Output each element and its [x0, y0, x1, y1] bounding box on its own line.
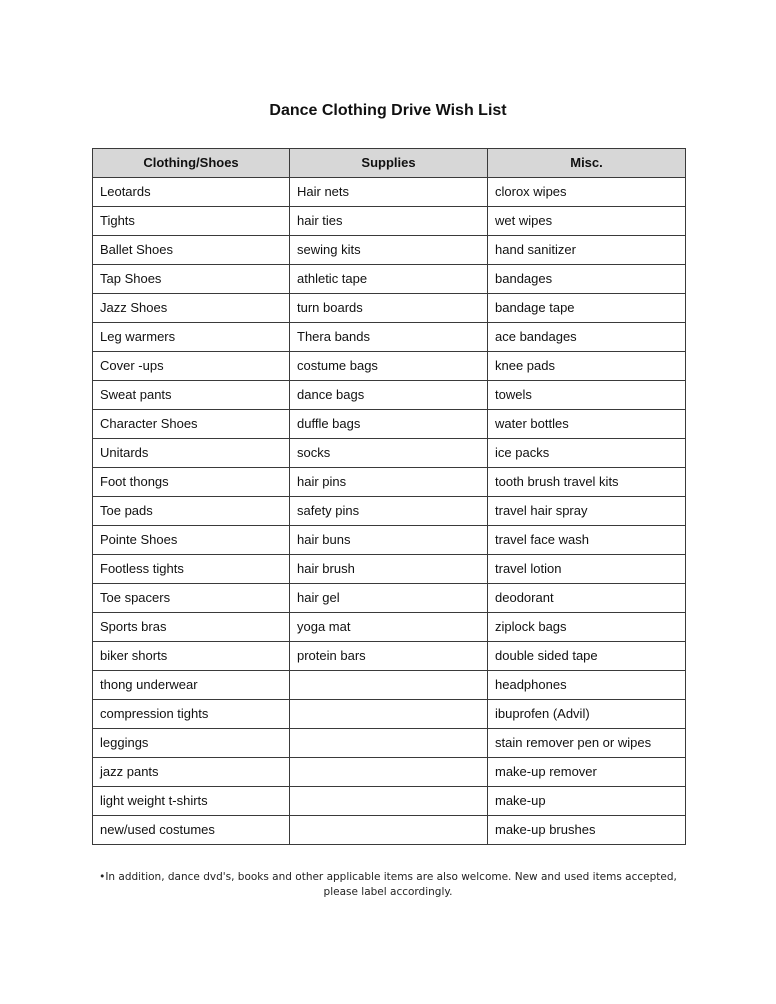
supplies-cell: [290, 787, 488, 816]
table-row: [93, 207, 686, 236]
table-row: [93, 555, 686, 584]
clothing-shoes-cell: thong underwear: [93, 671, 290, 700]
wish-list-table: [92, 148, 686, 845]
supplies-cell: sewing kits: [290, 236, 488, 265]
column-header-misc: Misc.: [488, 149, 686, 178]
column-header-clothing-shoes: Clothing/Shoes: [93, 149, 290, 178]
supplies-cell: hair buns: [290, 526, 488, 555]
supplies-cell: hair gel: [290, 584, 488, 613]
clothing-shoes-cell: Tights: [93, 207, 290, 236]
table-row: [93, 468, 686, 497]
clothing-shoes-cell: Footless tights: [93, 555, 290, 584]
supplies-cell: hair brush: [290, 555, 488, 584]
misc-cell: ziplock bags: [488, 613, 686, 642]
clothing-shoes-cell: compression tights: [93, 700, 290, 729]
clothing-shoes-cell: Cover -ups: [93, 352, 290, 381]
supplies-cell: dance bags: [290, 381, 488, 410]
table-row: [93, 671, 686, 700]
misc-cell: travel hair spray: [488, 497, 686, 526]
table-row: [93, 323, 686, 352]
table-row: [93, 410, 686, 439]
misc-cell: headphones: [488, 671, 686, 700]
supplies-cell: [290, 729, 488, 758]
misc-cell: deodorant: [488, 584, 686, 613]
supplies-cell: hair pins: [290, 468, 488, 497]
clothing-shoes-cell: Character Shoes: [93, 410, 290, 439]
clothing-shoes-cell: Leg warmers: [93, 323, 290, 352]
supplies-cell: [290, 758, 488, 787]
misc-cell: bandage tape: [488, 294, 686, 323]
misc-cell: double sided tape: [488, 642, 686, 671]
misc-cell: water bottles: [488, 410, 686, 439]
table-row: [93, 526, 686, 555]
supplies-cell: hair ties: [290, 207, 488, 236]
misc-cell: tooth brush travel kits: [488, 468, 686, 497]
supplies-cell: duffle bags: [290, 410, 488, 439]
misc-cell: clorox wipes: [488, 178, 686, 207]
table-row: [93, 642, 686, 671]
supplies-cell: turn boards: [290, 294, 488, 323]
table-row: [93, 294, 686, 323]
table-body: [93, 178, 686, 845]
supplies-cell: protein bars: [290, 642, 488, 671]
clothing-shoes-cell: Unitards: [93, 439, 290, 468]
table-row: [93, 497, 686, 526]
misc-cell: wet wipes: [488, 207, 686, 236]
table-row: [93, 816, 686, 845]
table-row: [93, 613, 686, 642]
table-row: [93, 178, 686, 207]
supplies-cell: Hair nets: [290, 178, 488, 207]
misc-cell: bandages: [488, 265, 686, 294]
table-row: [93, 265, 686, 294]
supplies-cell: [290, 700, 488, 729]
misc-cell: make-up: [488, 787, 686, 816]
misc-cell: towels: [488, 381, 686, 410]
clothing-shoes-cell: Leotards: [93, 178, 290, 207]
page-title: Dance Clothing Drive Wish List: [269, 102, 507, 119]
clothing-shoes-cell: Jazz Shoes: [93, 294, 290, 323]
clothing-shoes-cell: leggings: [93, 729, 290, 758]
clothing-shoes-cell: jazz pants: [93, 758, 290, 787]
supplies-cell: [290, 671, 488, 700]
supplies-cell: [290, 816, 488, 845]
misc-cell: ace bandages: [488, 323, 686, 352]
table-row: [93, 729, 686, 758]
table-row: [93, 439, 686, 468]
misc-cell: hand sanitizer: [488, 236, 686, 265]
misc-cell: make-up remover: [488, 758, 686, 787]
clothing-shoes-cell: new/used costumes: [93, 816, 290, 845]
table-row: [93, 381, 686, 410]
misc-cell: travel lotion: [488, 555, 686, 584]
table-row: [93, 758, 686, 787]
supplies-cell: safety pins: [290, 497, 488, 526]
table-row: [93, 352, 686, 381]
table-row: [93, 700, 686, 729]
supplies-cell: yoga mat: [290, 613, 488, 642]
clothing-shoes-cell: Ballet Shoes: [93, 236, 290, 265]
table-row: [93, 787, 686, 816]
misc-cell: travel face wash: [488, 526, 686, 555]
supplies-cell: athletic tape: [290, 265, 488, 294]
supplies-cell: socks: [290, 439, 488, 468]
clothing-shoes-cell: Sweat pants: [93, 381, 290, 410]
misc-cell: ice packs: [488, 439, 686, 468]
table-row: [93, 584, 686, 613]
supplies-cell: costume bags: [290, 352, 488, 381]
clothing-shoes-cell: Tap Shoes: [93, 265, 290, 294]
misc-cell: ibuprofen (Advil): [488, 700, 686, 729]
clothing-shoes-cell: Toe spacers: [93, 584, 290, 613]
table-header-row: [93, 149, 686, 178]
supplies-cell: Thera bands: [290, 323, 488, 352]
clothing-shoes-cell: biker shorts: [93, 642, 290, 671]
clothing-shoes-cell: Foot thongs: [93, 468, 290, 497]
clothing-shoes-cell: Toe pads: [93, 497, 290, 526]
misc-cell: knee pads: [488, 352, 686, 381]
misc-cell: make-up brushes: [488, 816, 686, 845]
column-header-supplies: Supplies: [290, 149, 488, 178]
footnote: •In addition, dance dvd's, books and other applicable items are also welcome. New and used items accepted, please label accordingly.: [99, 871, 677, 898]
clothing-shoes-cell: Pointe Shoes: [93, 526, 290, 555]
clothing-shoes-cell: light weight t-shirts: [93, 787, 290, 816]
clothing-shoes-cell: Sports bras: [93, 613, 290, 642]
table-row: [93, 236, 686, 265]
misc-cell: stain remover pen or wipes: [488, 729, 686, 758]
